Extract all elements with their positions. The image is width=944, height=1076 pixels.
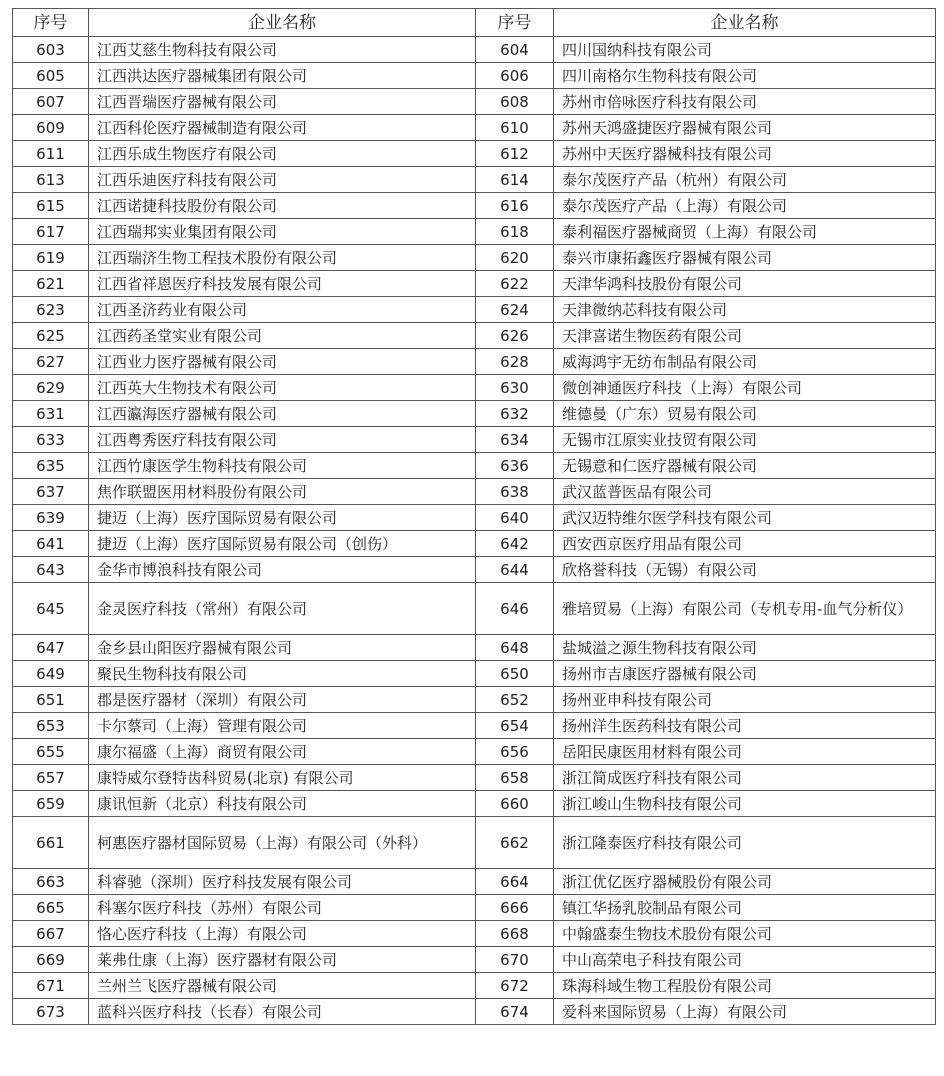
company-name-cell: 天津喜诺生物医药有限公司 <box>554 323 936 349</box>
company-name-cell: 聚民生物科技有限公司 <box>89 661 476 687</box>
table-row <box>13 297 936 323</box>
serial-number-cell: 632 <box>476 401 554 427</box>
company-name-cell: 苏州中天医疗器械科技有限公司 <box>554 141 936 167</box>
serial-number-cell: 673 <box>13 999 89 1025</box>
header-serial-number: 序号 <box>13 9 89 37</box>
company-name-cell: 四川南格尔生物科技有限公司 <box>554 63 936 89</box>
company-name-cell: 扬州市吉康医疗器械有限公司 <box>554 661 936 687</box>
table-row <box>13 401 936 427</box>
company-name-cell: 欣格誉科技（无锡）有限公司 <box>554 557 936 583</box>
company-name-cell: 金华市博浪科技有限公司 <box>89 557 476 583</box>
table-row <box>13 583 936 635</box>
serial-number-cell: 646 <box>476 583 554 635</box>
company-name-cell: 无锡意和仁医疗器械有限公司 <box>554 453 936 479</box>
serial-number-cell: 639 <box>13 505 89 531</box>
company-name-cell: 武汉迈特维尔医学科技有限公司 <box>554 505 936 531</box>
company-name-cell: 泰兴市康拓鑫医疗器械有限公司 <box>554 245 936 271</box>
table-row <box>13 115 936 141</box>
company-name-cell: 科睿驰（深圳）医疗科技发展有限公司 <box>89 869 476 895</box>
header-company-name: 企业名称 <box>554 9 936 37</box>
company-name-cell: 江西瀛海医疗器械有限公司 <box>89 401 476 427</box>
serial-number-cell: 604 <box>476 37 554 63</box>
table-row <box>13 895 936 921</box>
company-name-cell: 浙江隆泰医疗科技有限公司 <box>554 817 936 869</box>
table-row <box>13 687 936 713</box>
serial-number-cell: 650 <box>476 661 554 687</box>
table-row <box>13 999 936 1025</box>
serial-number-cell: 670 <box>476 947 554 973</box>
table-row <box>13 427 936 453</box>
company-name-cell: 江西英大生物技术有限公司 <box>89 375 476 401</box>
company-name-cell: 武汉蓝普医品有限公司 <box>554 479 936 505</box>
company-name-cell: 捷迈（上海）医疗国际贸易有限公司 <box>89 505 476 531</box>
serial-number-cell: 625 <box>13 323 89 349</box>
table-row <box>13 921 936 947</box>
serial-number-cell: 610 <box>476 115 554 141</box>
company-name-cell: 金灵医疗科技（常州）有限公司 <box>89 583 476 635</box>
serial-number-cell: 674 <box>476 999 554 1025</box>
serial-number-cell: 636 <box>476 453 554 479</box>
company-name-cell: 浙江优亿医疗器械股份有限公司 <box>554 869 936 895</box>
serial-number-cell: 629 <box>13 375 89 401</box>
company-name-cell: 扬州亚申科技有限公司 <box>554 687 936 713</box>
company-name-cell: 泰尔茂医疗产品（上海）有限公司 <box>554 193 936 219</box>
serial-number-cell: 620 <box>476 245 554 271</box>
company-name-cell: 江西竹康医学生物科技有限公司 <box>89 453 476 479</box>
table-row <box>13 739 936 765</box>
company-name-cell: 卡尔蔡司（上海）管理有限公司 <box>89 713 476 739</box>
company-name-cell: 康讯恒新（北京）科技有限公司 <box>89 791 476 817</box>
serial-number-cell: 633 <box>13 427 89 453</box>
company-name-cell: 科塞尔医疗科技（苏州）有限公司 <box>89 895 476 921</box>
company-name-cell: 珠海科域生物工程股份有限公司 <box>554 973 936 999</box>
serial-number-cell: 616 <box>476 193 554 219</box>
company-name-cell: 莱弗仕康（上海）医疗器材有限公司 <box>89 947 476 973</box>
serial-number-cell: 635 <box>13 453 89 479</box>
table-row <box>13 791 936 817</box>
table-row <box>13 193 936 219</box>
company-name-cell: 江西艾慈生物科技有限公司 <box>89 37 476 63</box>
company-name-cell: 天津微纳芯科技有限公司 <box>554 297 936 323</box>
table-row <box>13 817 936 869</box>
company-name-cell: 江西业力医疗器械有限公司 <box>89 349 476 375</box>
company-list-document <box>12 8 936 1025</box>
serial-number-cell: 669 <box>13 947 89 973</box>
company-name-cell: 兰州兰飞医疗器械有限公司 <box>89 973 476 999</box>
company-name-cell: 盐城溢之源生物科技有限公司 <box>554 635 936 661</box>
serial-number-cell: 634 <box>476 427 554 453</box>
serial-number-cell: 663 <box>13 869 89 895</box>
company-name-cell: 焦作联盟医用材料股份有限公司 <box>89 479 476 505</box>
serial-number-cell: 644 <box>476 557 554 583</box>
serial-number-cell: 615 <box>13 193 89 219</box>
serial-number-cell: 608 <box>476 89 554 115</box>
serial-number-cell: 628 <box>476 349 554 375</box>
serial-number-cell: 642 <box>476 531 554 557</box>
company-name-cell: 康特威尔登特齿科贸易(北京) 有限公司 <box>89 765 476 791</box>
table-row <box>13 219 936 245</box>
company-name-cell: 泰尔茂医疗产品（杭州）有限公司 <box>554 167 936 193</box>
serial-number-cell: 630 <box>476 375 554 401</box>
company-name-cell: 苏州天鸿盛捷医疗器械有限公司 <box>554 115 936 141</box>
company-name-cell: 微创神通医疗科技（上海）有限公司 <box>554 375 936 401</box>
table-row <box>13 557 936 583</box>
company-name-cell: 威海鸿宇无纺布制品有限公司 <box>554 349 936 375</box>
serial-number-cell: 640 <box>476 505 554 531</box>
serial-number-cell: 660 <box>476 791 554 817</box>
serial-number-cell: 657 <box>13 765 89 791</box>
serial-number-cell: 671 <box>13 973 89 999</box>
company-name-cell: 蓝科兴医疗科技（长春）有限公司 <box>89 999 476 1025</box>
serial-number-cell: 611 <box>13 141 89 167</box>
company-name-cell: 捷迈（上海）医疗国际贸易有限公司（创伤） <box>89 531 476 557</box>
serial-number-cell: 626 <box>476 323 554 349</box>
serial-number-cell: 652 <box>476 687 554 713</box>
company-name-cell: 江西圣济药业有限公司 <box>89 297 476 323</box>
table-row <box>13 89 936 115</box>
serial-number-cell: 607 <box>13 89 89 115</box>
company-name-cell: 天津华鸿科技股份有限公司 <box>554 271 936 297</box>
serial-number-cell: 659 <box>13 791 89 817</box>
company-name-cell: 金乡县山阳医疗器械有限公司 <box>89 635 476 661</box>
table-row <box>13 713 936 739</box>
table-row <box>13 349 936 375</box>
company-name-cell: 中翰盛泰生物技术股份有限公司 <box>554 921 936 947</box>
serial-number-cell: 643 <box>13 557 89 583</box>
table-row <box>13 245 936 271</box>
company-name-cell: 江西乐成生物医疗有限公司 <box>89 141 476 167</box>
serial-number-cell: 631 <box>13 401 89 427</box>
serial-number-cell: 605 <box>13 63 89 89</box>
company-name-cell: 江西药圣堂实业有限公司 <box>89 323 476 349</box>
table-row <box>13 635 936 661</box>
table-row <box>13 479 936 505</box>
serial-number-cell: 665 <box>13 895 89 921</box>
serial-number-cell: 661 <box>13 817 89 869</box>
company-name-cell: 泰利福医疗器械商贸（上海）有限公司 <box>554 219 936 245</box>
company-table <box>12 8 936 1025</box>
company-name-cell: 雅培贸易（上海）有限公司（专机专用-血气分析仪） <box>554 583 936 635</box>
serial-number-cell: 637 <box>13 479 89 505</box>
serial-number-cell: 647 <box>13 635 89 661</box>
serial-number-cell: 613 <box>13 167 89 193</box>
company-name-cell: 江西瑞济生物工程技术股份有限公司 <box>89 245 476 271</box>
company-name-cell: 江西诺捷科技股份有限公司 <box>89 193 476 219</box>
company-name-cell: 江西科伦医疗器械制造有限公司 <box>89 115 476 141</box>
serial-number-cell: 655 <box>13 739 89 765</box>
company-name-cell: 江西乐迪医疗科技有限公司 <box>89 167 476 193</box>
serial-number-cell: 664 <box>476 869 554 895</box>
serial-number-cell: 658 <box>476 765 554 791</box>
table-row <box>13 323 936 349</box>
company-name-cell: 苏州市倍咏医疗科技有限公司 <box>554 89 936 115</box>
company-name-cell: 爱科来国际贸易（上海）有限公司 <box>554 999 936 1025</box>
company-name-cell: 镇江华扬乳胶制品有限公司 <box>554 895 936 921</box>
company-name-cell: 中山高荣电子科技有限公司 <box>554 947 936 973</box>
table-body <box>13 37 936 1025</box>
table-row <box>13 869 936 895</box>
company-name-cell: 浙江简成医疗科技有限公司 <box>554 765 936 791</box>
serial-number-cell: 662 <box>476 817 554 869</box>
serial-number-cell: 614 <box>476 167 554 193</box>
table-row <box>13 531 936 557</box>
table-row <box>13 765 936 791</box>
table-row <box>13 973 936 999</box>
serial-number-cell: 617 <box>13 219 89 245</box>
table-row <box>13 375 936 401</box>
company-name-cell: 江西瑞邦实业集团有限公司 <box>89 219 476 245</box>
company-name-cell: 江西粤秀医疗科技有限公司 <box>89 427 476 453</box>
company-name-cell: 浙江峻山生物科技有限公司 <box>554 791 936 817</box>
header-company-name: 企业名称 <box>89 9 476 37</box>
table-row <box>13 947 936 973</box>
table-row <box>13 271 936 297</box>
serial-number-cell: 619 <box>13 245 89 271</box>
serial-number-cell: 648 <box>476 635 554 661</box>
company-name-cell: 四川国纳科技有限公司 <box>554 37 936 63</box>
serial-number-cell: 609 <box>13 115 89 141</box>
table-row <box>13 37 936 63</box>
serial-number-cell: 651 <box>13 687 89 713</box>
serial-number-cell: 649 <box>13 661 89 687</box>
serial-number-cell: 638 <box>476 479 554 505</box>
company-name-cell: 江西洪达医疗器械集团有限公司 <box>89 63 476 89</box>
table-row <box>13 453 936 479</box>
serial-number-cell: 666 <box>476 895 554 921</box>
serial-number-cell: 612 <box>476 141 554 167</box>
serial-number-cell: 621 <box>13 271 89 297</box>
company-name-cell: 维德曼（广东）贸易有限公司 <box>554 401 936 427</box>
serial-number-cell: 654 <box>476 713 554 739</box>
serial-number-cell: 641 <box>13 531 89 557</box>
company-name-cell: 岳阳民康医用材料有限公司 <box>554 739 936 765</box>
table-row <box>13 141 936 167</box>
serial-number-cell: 606 <box>476 63 554 89</box>
table-row <box>13 63 936 89</box>
serial-number-cell: 618 <box>476 219 554 245</box>
company-name-cell: 郡是医疗器材（深圳）有限公司 <box>89 687 476 713</box>
table-row <box>13 167 936 193</box>
serial-number-cell: 603 <box>13 37 89 63</box>
company-name-cell: 江西省祥恩医疗科技发展有限公司 <box>89 271 476 297</box>
company-name-cell: 柯惠医疗器材国际贸易（上海）有限公司（外科） <box>89 817 476 869</box>
company-name-cell: 扬州洋生医药科技有限公司 <box>554 713 936 739</box>
serial-number-cell: 667 <box>13 921 89 947</box>
table-row <box>13 505 936 531</box>
serial-number-cell: 672 <box>476 973 554 999</box>
serial-number-cell: 645 <box>13 583 89 635</box>
table-row <box>13 661 936 687</box>
serial-number-cell: 624 <box>476 297 554 323</box>
company-name-cell: 江西晋瑞医疗器械有限公司 <box>89 89 476 115</box>
company-name-cell: 康尔福盛（上海）商贸有限公司 <box>89 739 476 765</box>
header-serial-number: 序号 <box>476 9 554 37</box>
serial-number-cell: 653 <box>13 713 89 739</box>
company-name-cell: 西安西京医疗用品有限公司 <box>554 531 936 557</box>
company-name-cell: 无锡市江原实业技贸有限公司 <box>554 427 936 453</box>
serial-number-cell: 668 <box>476 921 554 947</box>
serial-number-cell: 656 <box>476 739 554 765</box>
serial-number-cell: 622 <box>476 271 554 297</box>
serial-number-cell: 627 <box>13 349 89 375</box>
serial-number-cell: 623 <box>13 297 89 323</box>
table-header-row <box>13 9 936 37</box>
company-name-cell: 恪心医疗科技（上海）有限公司 <box>89 921 476 947</box>
